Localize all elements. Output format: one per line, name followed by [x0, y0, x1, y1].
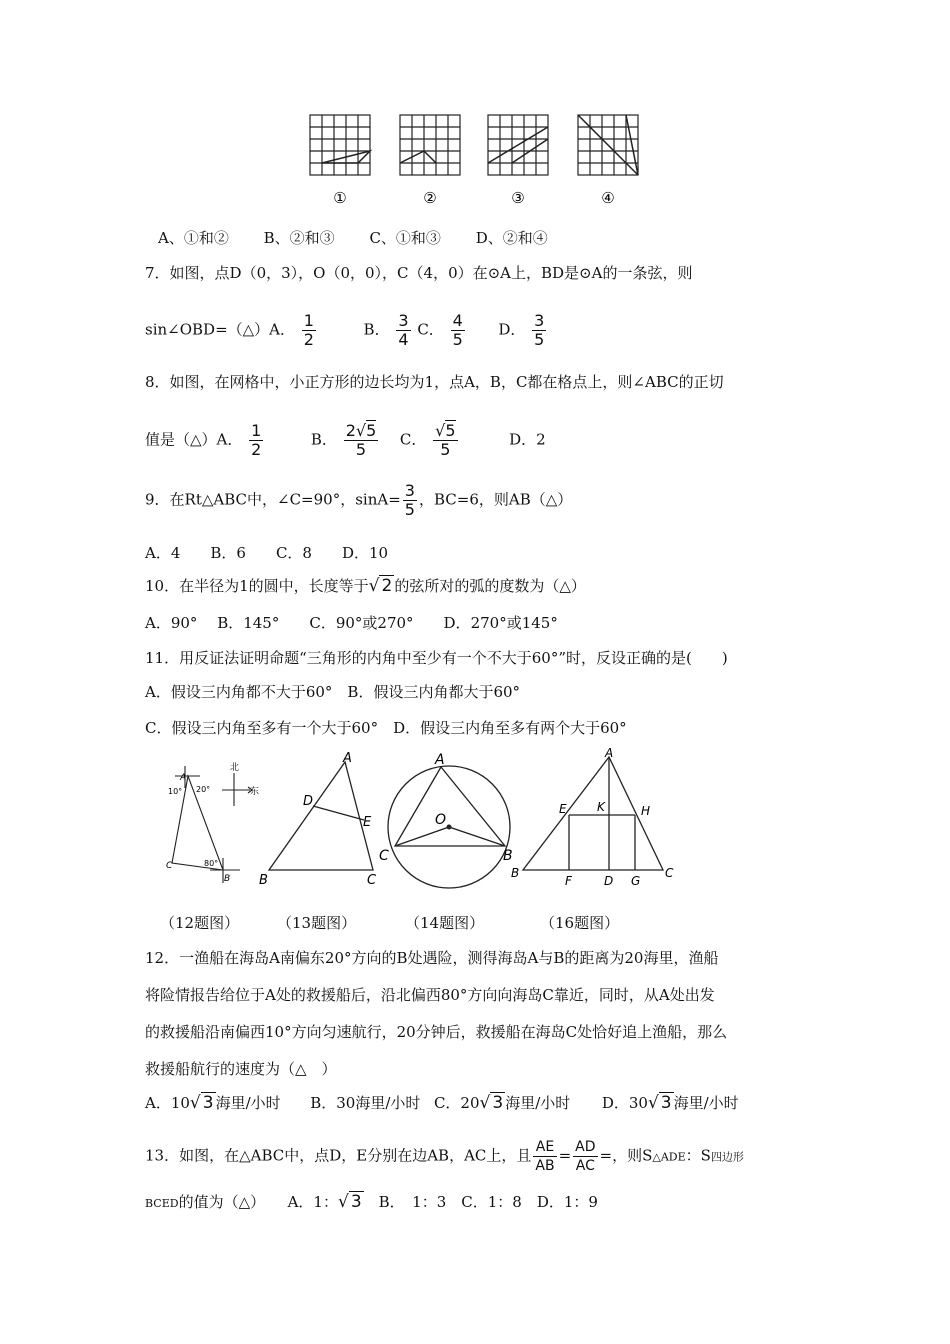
svg-text:北: 北 — [230, 763, 240, 773]
q6-option-d: D、②和④ — [475, 229, 548, 247]
grid-label-3: ③ — [511, 189, 525, 207]
q10-options: A．90° B．145° C．90°或270° D．270°或145° — [145, 614, 558, 632]
q8-options — [145, 422, 546, 459]
svg-text:H: H — [641, 804, 651, 818]
q12-line-2: 将险情报告给位于A处的救援船后，沿北偏西80°方向向海岛C靠近，同时，从A处出发 — [145, 986, 715, 1004]
q11-options-1: A．假设三内角都不大于60° B．假设三内角都大于60° — [145, 683, 521, 701]
q13-fraction-ae-ab: $\frac{AE}{AB}$ — [535, 1139, 555, 1174]
caption-fig14: （14题图） — [405, 914, 485, 932]
svg-text:C: C — [166, 861, 173, 871]
q12-line-4: 救援船航行的速度为（△ ） — [145, 1060, 337, 1078]
q10-sqrt: √ 2 — [368, 576, 393, 596]
q6-option-c: C、①和③ — [369, 229, 441, 247]
q11-stem: 11．用反证法证明命题“三角形的内角中至少有一个不大于60°”时，反设正确的是( ) — [145, 649, 728, 667]
q8-option-a-fraction: $\frac{1}{2}$ — [251, 421, 262, 459]
grid-label-1: ① — [333, 189, 347, 207]
figure-12 — [160, 758, 270, 888]
svg-text:A: A — [343, 751, 352, 766]
q12-options: A．10√ 3 海里/小时 B．30海里/小时 C．20√ 3 海里/小时 D．30√ 3 海里/小时 — [145, 1093, 739, 1113]
svg-text:G: G — [631, 874, 641, 888]
q6-option-a: A、①和② — [158, 229, 229, 247]
q7-lead: sin∠OBD=（△）A． — [145, 320, 296, 339]
svg-text:B: B — [503, 848, 513, 864]
svg-text:A: A — [605, 746, 614, 760]
q13-fraction-ad-ac: $\frac{AD}{AC}$ — [575, 1139, 596, 1174]
svg-text:20°: 20° — [196, 785, 211, 794]
svg-text:东: 东 — [250, 787, 260, 797]
q9-sin-fraction: $\frac{3}{5}$ — [404, 481, 415, 519]
svg-text:D: D — [303, 794, 314, 809]
grid-label-4: ④ — [601, 189, 615, 207]
q7-option-d-label: D． — [498, 320, 526, 339]
q9-options: A．4 B．6 C．8 D．10 — [145, 544, 389, 562]
figure-16 — [505, 745, 685, 890]
q8-option-b-label: B． — [310, 430, 337, 449]
q13-stem: 13．如图，在△ABC中，点D，E分别在边AB，AC上，且 $\frac{AE}{AB}$ = $\frac{AD}{AC}$ =，则S△ADE：S四边形 — [145, 1139, 744, 1174]
caption-fig12: （12题图） — [160, 914, 240, 932]
q7-stem: 7．如图，点D（0，3），O（0，0），C（4，0）在⊙A上，BD是⊙A的一条弦，则 — [145, 264, 693, 282]
grid-figures — [300, 110, 660, 215]
svg-text:80°: 80° — [204, 859, 219, 868]
svg-text:E: E — [559, 802, 567, 816]
q7-option-d-fraction: $\frac{3}{5}$ — [534, 311, 545, 349]
q8-option-d: D．2 — [509, 430, 546, 449]
q8-option-c-fraction: $\frac{√5}{5}$ — [435, 421, 456, 459]
q12-line-1: 12．一渔船在海岛A南偏东20°方向的B处遇险，测得海岛A与B的距离为20海里，渔船 — [145, 949, 719, 967]
q9-stem: 9．在Rt△ABC中，∠C=90°，sinA= $\frac{3}{5}$ ，BC=6，则AB（△） — [145, 481, 573, 519]
svg-text:A: A — [435, 752, 445, 768]
svg-text:C: C — [379, 848, 389, 864]
q7-options — [145, 312, 548, 349]
svg-text:O: O — [435, 812, 447, 828]
q11-options-2: C．假设三内角至多有一个大于60° D．假设三内角至多有两个大于60° — [145, 719, 627, 737]
q12-line-3: 的救援船沿南偏西10°方向匀速航行，20分钟后，救援船在海岛C处恰好追上渔船，那么 — [145, 1023, 728, 1041]
q8-option-b-fraction: $\frac{2√5}{5}$ — [345, 421, 377, 459]
grid-label-2: ② — [423, 189, 437, 207]
q6-option-b: B、②和③ — [263, 229, 335, 247]
svg-text:D: D — [604, 874, 614, 888]
q7-option-b-fraction: $\frac{3}{4}$ — [398, 311, 409, 349]
q7-option-a-fraction: $\frac{1}{2}$ — [303, 311, 314, 349]
svg-text:B: B — [511, 866, 520, 880]
q7-option-b-label: B． — [363, 320, 390, 339]
svg-text:B: B — [259, 873, 268, 888]
figure-13 — [255, 750, 385, 890]
q7-option-c-fraction: $\frac{4}{5}$ — [452, 311, 463, 349]
svg-text:10°: 10° — [168, 787, 183, 796]
q10-stem: 10．在半径为1的圆中，长度等于√ 2 的弦所对的弧的度数为（△） — [145, 576, 586, 596]
caption-fig13: （13题图） — [277, 914, 357, 932]
svg-text:C: C — [367, 873, 377, 888]
svg-text:E: E — [363, 815, 372, 830]
svg-text:C: C — [665, 866, 674, 880]
svg-text:A: A — [180, 773, 187, 783]
q8-stem: 8．如图，在网格中，小正方形的边长均为1，点A，B，C都在格点上，则∠ABC的正切 — [145, 373, 724, 391]
caption-fig16: （16题图） — [540, 914, 620, 932]
q6-options — [158, 228, 548, 248]
q8-lead: 值是（△）A． — [145, 430, 243, 449]
q13-options: BCED的值为（△） A．1：√ 3 B． 1：3 C．1：8 D．1：9 — [145, 1192, 598, 1212]
figure-14 — [375, 750, 525, 890]
q7-option-c-label: C． — [417, 320, 444, 339]
q8-option-c-label: C． — [399, 430, 427, 449]
svg-text:B: B — [224, 874, 231, 884]
svg-text:F: F — [565, 874, 572, 888]
svg-text:K: K — [597, 800, 605, 814]
